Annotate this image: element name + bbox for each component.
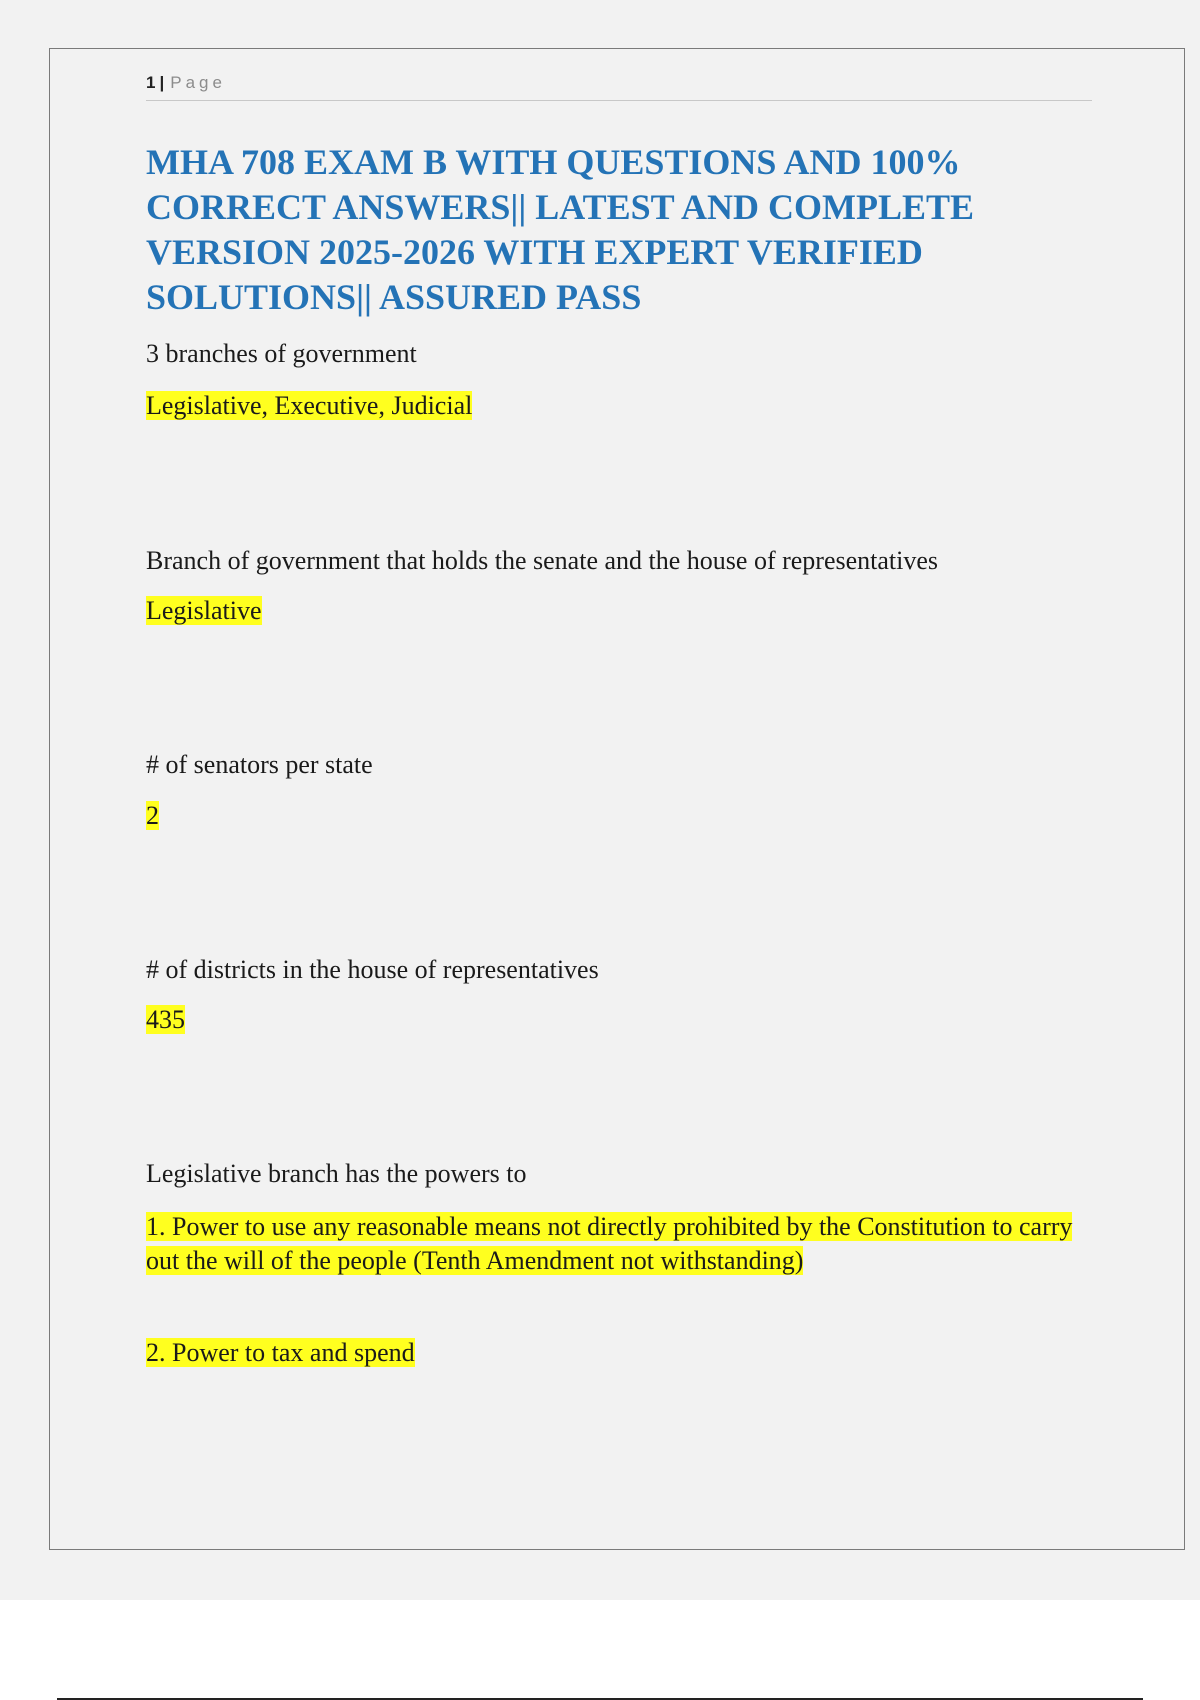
page-number: 1 [146,73,156,92]
question-text: # of districts in the house of representatives [146,955,599,984]
qa-item [146,337,1086,423]
page-label: Page [170,73,226,92]
question-text: Branch of government that holds the senate and the house of representatives [146,546,939,575]
qa-item [146,544,1086,628]
qa-item [146,748,1086,833]
page-separator: | [159,73,165,92]
page-header [146,70,1092,101]
question-text: 3 branches of government [146,339,417,368]
answer-text: 2. Power to tax and spend [146,1338,415,1367]
qa-item [146,953,1086,1037]
question-text: Legislative branch has the powers to [146,1159,527,1188]
answer-text: 1. Power to use any reasonable means not directly prohibited by the Constitution to carry out the will of the people (Tenth Amendment not withstanding) [146,1212,1073,1275]
answer-text: 2 [146,801,159,830]
qa-item [146,1157,1086,1370]
answer-text: 435 [146,1005,185,1034]
answer-text: Legislative [146,596,262,625]
document-title: MHA 708 EXAM B WITH QUESTIONS AND 100% CORRECT ANSWERS|| LATEST AND COMPLETE VERSION 2025-2026 WITH EXPERT VERIFIED SOLUTIONS|| ASSURED PASS [146,142,975,317]
answer-text: Legislative, Executive, Judicial [146,391,473,420]
question-text: # of senators per state [146,750,373,779]
